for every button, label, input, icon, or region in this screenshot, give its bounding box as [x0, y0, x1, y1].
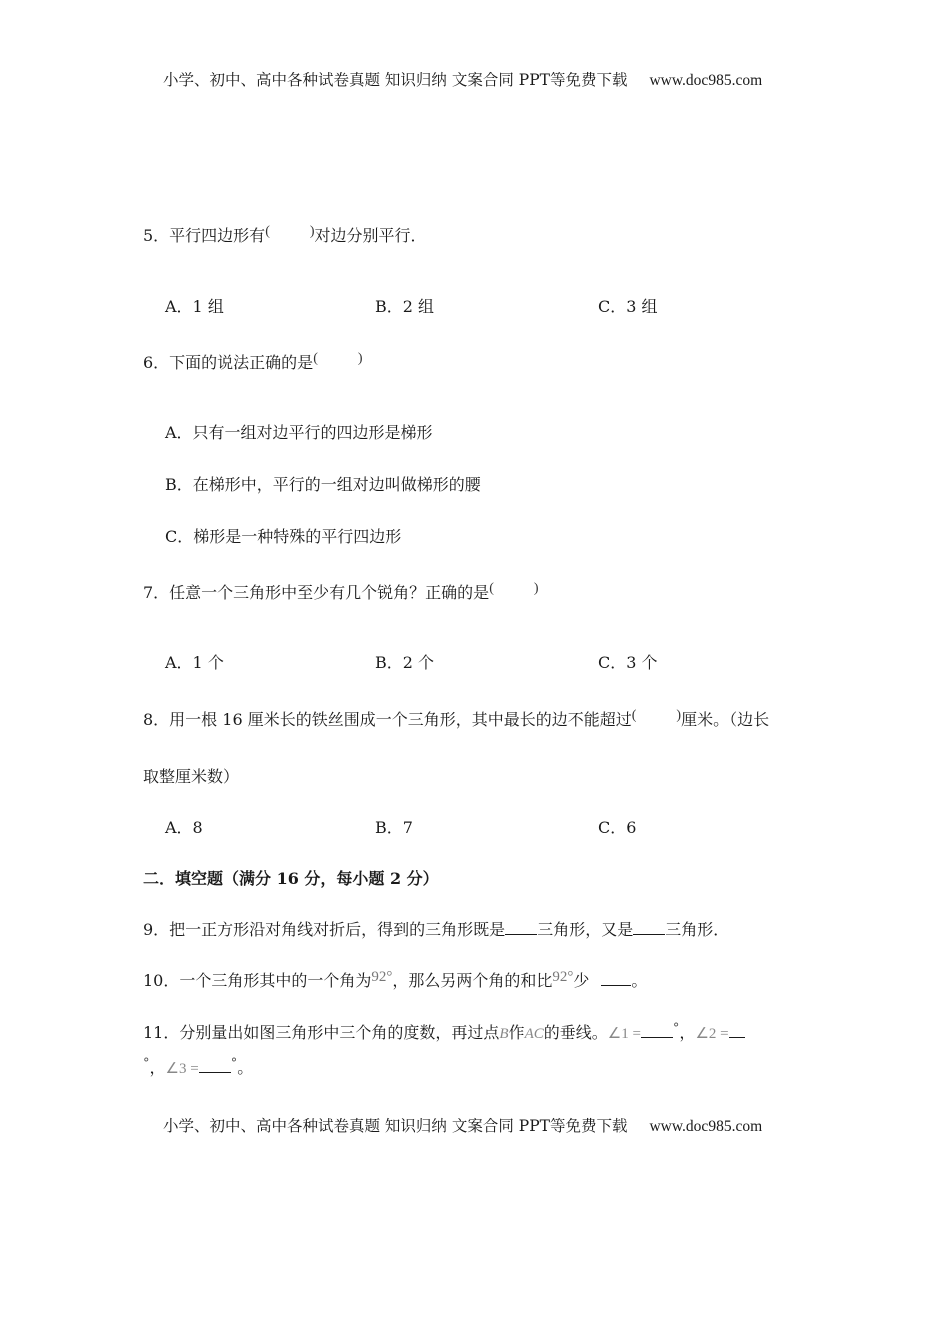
q8-option-b: B．7 — [375, 818, 413, 837]
question-11-line2 — [143, 1058, 253, 1080]
q10-text-mid2: 少 — [573, 971, 590, 990]
q8-option-c: C．6 — [598, 818, 637, 837]
q7-option-c: C．3 个 — [598, 653, 658, 672]
q5-text: 5．平行四边形有 — [143, 226, 266, 245]
q10-text: 10．一个三角形其中的一个角为 — [143, 971, 372, 990]
q10-text-mid: ，那么另两个角的和比 — [392, 971, 553, 990]
q9-text-mid: 三角形，又是 — [537, 920, 634, 939]
q11-blank-1[interactable] — [641, 1023, 673, 1038]
question-7 — [143, 583, 539, 605]
q6-right-paren: ) — [357, 351, 363, 366]
q11-text-mid: 作 — [508, 1023, 525, 1042]
q9-blank-1[interactable] — [505, 920, 537, 935]
q5-option-b: B．2 组 — [375, 297, 435, 316]
q7-option-a: A．1 个 — [165, 653, 224, 672]
footer-url: www.doc985.com — [649, 1118, 763, 1135]
q11-segment-ac: AC — [524, 1026, 544, 1042]
q11-degree-2: ° — [143, 1056, 150, 1071]
q6-option-a: A．只有一组对边平行的四边形是梯形 — [165, 423, 433, 442]
q10-angle-2: 92° — [552, 969, 574, 985]
q11-text-end: 。 — [237, 1058, 254, 1077]
q8-option-a: A．8 — [165, 818, 203, 837]
q8-text-end: 厘米。（边长 — [681, 710, 770, 729]
q5-option-c: C．3 组 — [598, 297, 658, 316]
page-footer — [163, 1116, 762, 1137]
q11-degree-1: ° — [672, 1021, 680, 1036]
q9-blank-2[interactable] — [633, 920, 665, 935]
q7-option-b: B．2 个 — [375, 653, 435, 672]
q5-text-end: 对边分别平行． — [314, 226, 427, 245]
q11-angle-3-label: ∠3 = — [165, 1061, 199, 1077]
q6-option-b: B．在梯形中，平行的一组对边叫做梯形的腰 — [165, 475, 481, 494]
header-url: www.doc985.com — [649, 72, 763, 89]
q6-text: 6．下面的说法正确的是 — [143, 353, 314, 372]
q11-sep-1: ， — [679, 1023, 696, 1042]
q10-blank[interactable] — [601, 971, 631, 986]
q5-right-paren: ) — [309, 224, 315, 239]
q7-right-paren: ) — [533, 581, 539, 596]
q11-blank-3[interactable] — [199, 1058, 231, 1073]
q8-text-line2: 取整厘米数） — [143, 767, 240, 786]
q8-text: 8．用一根 16 厘米长的铁丝围成一个三角形，其中最长的边不能超过 — [143, 710, 632, 729]
question-11 — [143, 1023, 745, 1045]
q11-text: 11．分别量出如图三角形中三个角的度数，再过点 — [143, 1023, 500, 1042]
footer-text: 小学、初中、高中各种试卷真题 知识归纳 文案合同 PPT等免费下载 — [163, 1117, 628, 1135]
q11-point-b: B — [499, 1026, 509, 1042]
q11-angle-1-label: ∠1 = — [607, 1026, 641, 1042]
question-6 — [143, 353, 363, 375]
q10-text-end: 。 — [631, 971, 648, 990]
q7-text: 7．任意一个三角形中至少有几个锐角？正确的是 — [143, 583, 490, 602]
q10-angle: 92° — [371, 969, 393, 985]
q11-blank-2[interactable] — [729, 1023, 745, 1038]
question-5 — [143, 226, 427, 248]
q8-right-paren: ) — [676, 708, 682, 723]
page-header — [163, 70, 762, 91]
section-2-title: 二．填空题（满分 16 分，每小题 2 分） — [143, 869, 439, 888]
q5-left-paren: ( — [265, 224, 270, 239]
q11-degree-3: ° — [230, 1056, 238, 1071]
q11-angle-2-label: ∠2 = — [695, 1026, 729, 1042]
q11-text-mid2: 的垂线。 — [543, 1023, 608, 1042]
q11-sep-2: ， — [149, 1058, 166, 1077]
q6-left-paren: ( — [313, 351, 318, 366]
q7-left-paren: ( — [489, 581, 494, 596]
q9-text-end: 三角形． — [665, 920, 730, 939]
header-text: 小学、初中、高中各种试卷真题 知识归纳 文案合同 PPT等免费下载 — [163, 71, 628, 89]
q9-text: 9．把一正方形沿对角线对折后，得到的三角形既是 — [143, 920, 506, 939]
q5-option-a: A．1 组 — [165, 297, 224, 316]
q6-option-c: C．梯形是一种特殊的平行四边形 — [165, 527, 402, 546]
question-9 — [143, 920, 729, 940]
question-10 — [143, 971, 647, 992]
question-8 — [143, 710, 769, 732]
q8-left-paren: ( — [631, 708, 637, 723]
